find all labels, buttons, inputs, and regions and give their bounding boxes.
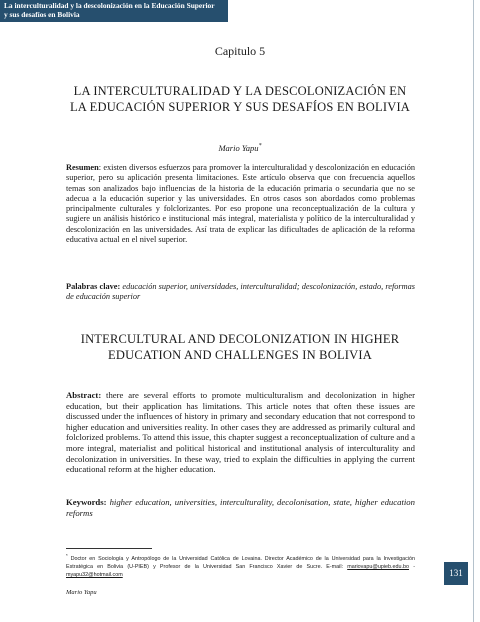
email-link-upieb[interactable]: mariovapu@upieb.edu.bo [347, 563, 410, 570]
chapter-title [60, 83, 420, 115]
chapter-label: Capitulo 5 [214, 44, 266, 58]
keywords [66, 497, 415, 518]
english-title [50, 331, 430, 363]
footer-author: Mario Yapu [66, 589, 97, 596]
english-title-line2: EDUCATION AND CHALLENGES IN BOLIVIA [108, 348, 372, 362]
footnote-mark: * [66, 553, 68, 558]
page-number: 131 [444, 562, 468, 585]
email-separator: - [409, 563, 415, 570]
running-header-line1: La interculturalidad y la descolonización en la Educación Superior [4, 1, 215, 10]
author-footnote-mark: * [258, 143, 262, 150]
abstract-text: there are several efforts to promote multiculturalism and decolonization in higher education, but their application has limitations. This article notes that often these issues are discussed under the influences of history in primary and secondary education that not correspond to higher education and universities reality. In other cases they are addressed as primarily cultural and folclorized problems. To attend this issue, this chapter suggest a reconceptualization of culture and a more integral, materialist and political historical and institutional analysis of interculturality and decolonization in universities. In these way, tried to explain the difficulties in applying the current educational reform at the higher education. [66, 390, 415, 475]
abstract-label: Abstract: [66, 390, 102, 400]
footnote [66, 552, 415, 579]
palabras-clave-text: educación superior, universidades, interculturalidad; descolonización, estado, reformas de educación superior [66, 282, 416, 302]
running-header-line2: y sus desafíos en Bolivia [4, 9, 80, 19]
resumen-text: : existen diversos esfuerzos para promover la interculturalidad y descolonización en educación superior, pero su aplicación presenta limitaciones. Este artículo observa que con frecuencia aquellos temas son analizados bajo influencias de la historia de la educación primaria o secundaria que no se adecua a la educación superior y las universidades. En otros casos son abordados como problemas principalmente culturales y folclorizantes. Por eso propone una reconceptualización de la cultura y sugiere un análisis histórico e institucional más integral, materialista y político de la interculturalidad y descolonización en las universidades. Así trata de explicar las dificultades de aplicación de la reforma educativa actual en el nivel superior. [66, 163, 415, 245]
page-edge-line [473, 0, 474, 622]
english-title-line1: INTERCULTURAL AND DECOLONIZATION IN HIGHER [80, 332, 400, 346]
chapter-title-line1: LA INTERCULTURALIDAD Y LA DESCOLONIZACIÓN EN [73, 84, 407, 98]
resumen-paragraph [66, 163, 415, 245]
abstract-paragraph [66, 390, 415, 475]
running-header [0, 0, 228, 22]
footnote-divider [66, 548, 152, 549]
keywords-text: higher education, universities, interculturality, decolonisation, state, higher education reforms [66, 497, 415, 518]
author-name [0, 143, 480, 153]
email-link-hotmail[interactable]: myapu32@hotmail.com [66, 571, 123, 578]
author-text: Mario Yapu [218, 143, 259, 153]
chapter-title-line2: LA EDUCACIÓN SUPERIOR Y SUS DESAFÍOS EN BOLIVIA [69, 100, 411, 114]
footnote-text: Doctor en Sociología y Antropólogo de la Universidad Católica de Lovaina. Director Académico de la Universidad para la Investigación Estratégica en Bolivia (U-PIEB) y Profesor de la Universidad San Francisco Xavier de Sucre. E-mail: [66, 555, 415, 570]
palabras-clave-label: Palabras clave: [66, 282, 121, 291]
keywords-label: Keywords: [66, 497, 107, 507]
palabras-clave [66, 282, 415, 303]
resumen-label: Resumen [66, 163, 99, 172]
